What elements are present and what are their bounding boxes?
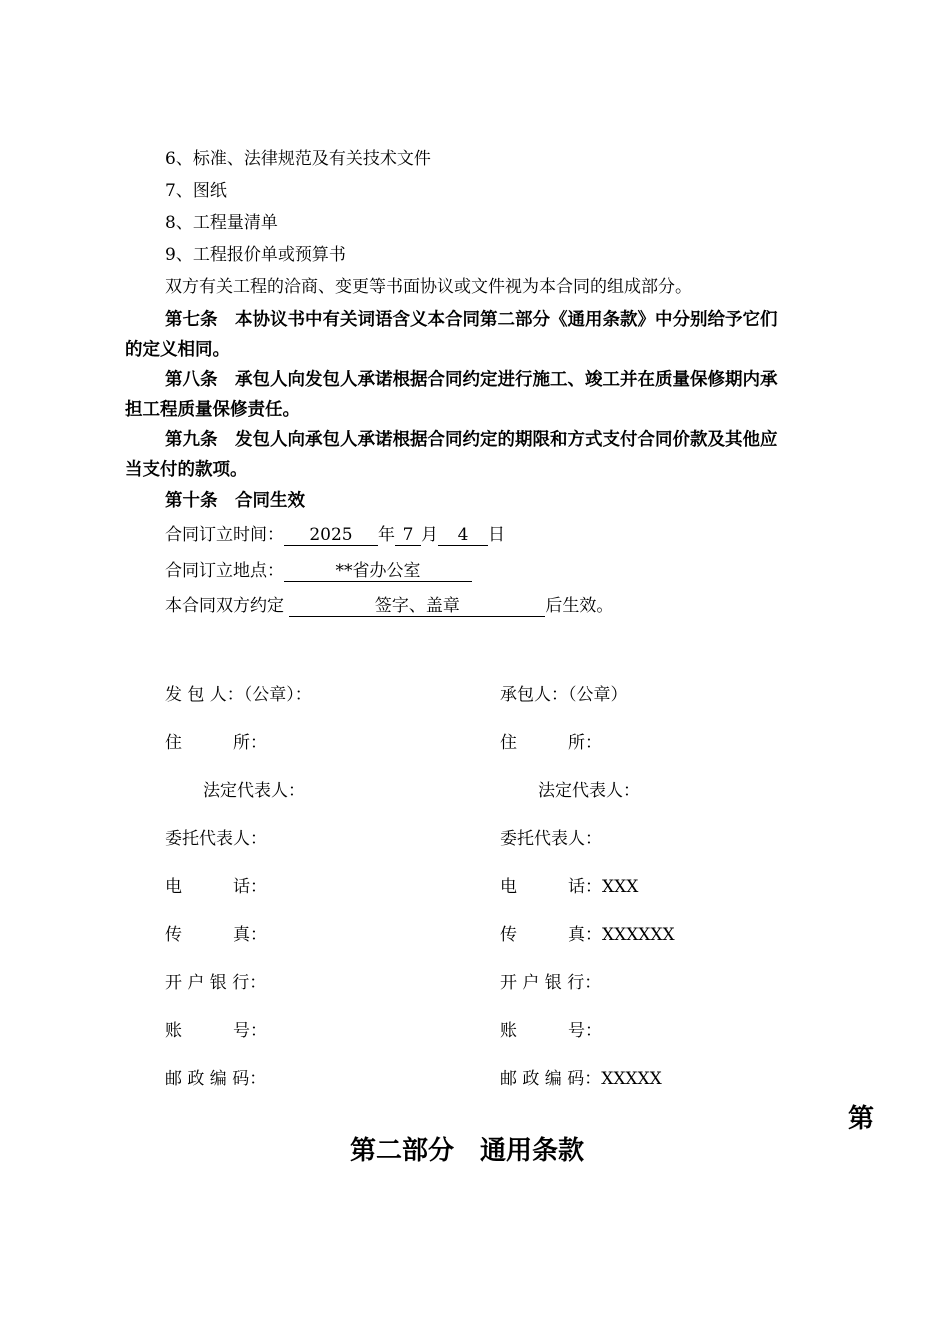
list-item-9: 9、工程报价单或预算书 (165, 245, 346, 265)
effect-prefix: 本合同双方约定 (165, 596, 284, 616)
signing-place-row (165, 560, 472, 582)
employer-fax: 传 真： (165, 925, 267, 945)
contractor-title: 承包人：（公章） (500, 685, 628, 705)
signing-place: **省办公室 (284, 561, 472, 582)
signing-place-label: 合同订立地点： (165, 561, 284, 581)
contractor-postcode: 邮 政 编 码：XXXXX (500, 1069, 662, 1089)
signing-time-label: 合同订立时间： (165, 525, 284, 545)
combined-text: 双方有关工程的洽商、变更等书面协议或文件视为本合同的组成部分。 (165, 277, 692, 297)
contractor-agent: 委托代表人： (500, 829, 602, 849)
list-item-7: 7、图纸 (165, 181, 227, 201)
signing-year: 2025 (284, 525, 378, 546)
employer-title: 发 包 人：（公章）： (165, 685, 312, 705)
stray-char: 第 (848, 1104, 875, 1134)
signing-year-unit: 年 (378, 525, 395, 545)
article-8-line1: 第八条 承包人向发包人承诺根据合同约定进行施工、竣工并在质量保修期内承 (165, 370, 778, 390)
contractor-phone: 电 话：XXX (500, 877, 639, 897)
signing-time-row (165, 524, 505, 546)
contractor-bank: 开 户 银 行： (500, 973, 602, 993)
contractor-legal-rep: 法定代表人： (538, 781, 640, 801)
effect-value: 签字、盖章 (289, 596, 545, 617)
employer-agent: 委托代表人： (165, 829, 267, 849)
employer-bank: 开 户 银 行： (165, 973, 267, 993)
article-7-line2: 的定义相同。 (125, 340, 230, 360)
employer-account: 账 号： (165, 1021, 267, 1041)
effect-row (165, 595, 613, 617)
contractor-address: 住 所： (500, 733, 602, 753)
signing-day: 4 (438, 525, 488, 546)
list-item-6: 6、标准、法律规范及有关技术文件 (165, 149, 431, 169)
employer-postcode: 邮 政 编 码： (165, 1069, 267, 1089)
signing-day-unit: 日 (488, 525, 505, 545)
signing-month: 7 (395, 525, 421, 546)
effect-suffix: 后生效。 (545, 596, 614, 616)
part-title: 第二部分 通用条款 (350, 1136, 585, 1166)
employer-phone: 电 话： (165, 877, 267, 897)
article-8-line2: 担工程质量保修责任。 (125, 400, 300, 420)
contractor-fax: 传 真：XXXXXX (500, 925, 675, 945)
article-7-line1: 第七条 本协议书中有关词语含义本合同第二部分《通用条款》中分别给予它们 (165, 310, 778, 330)
article-9-line1: 第九条 发包人向承包人承诺根据合同约定的期限和方式支付合同价款及其他应 (165, 430, 778, 450)
article-10: 第十条 合同生效 (165, 491, 305, 511)
signing-month-unit: 月 (421, 525, 438, 545)
employer-address: 住 所： (165, 733, 267, 753)
article-9-line2: 当支付的款项。 (125, 460, 248, 480)
contractor-account: 账 号： (500, 1021, 602, 1041)
employer-legal-rep: 法定代表人： (203, 781, 305, 801)
list-item-8: 8、工程量清单 (165, 213, 278, 233)
